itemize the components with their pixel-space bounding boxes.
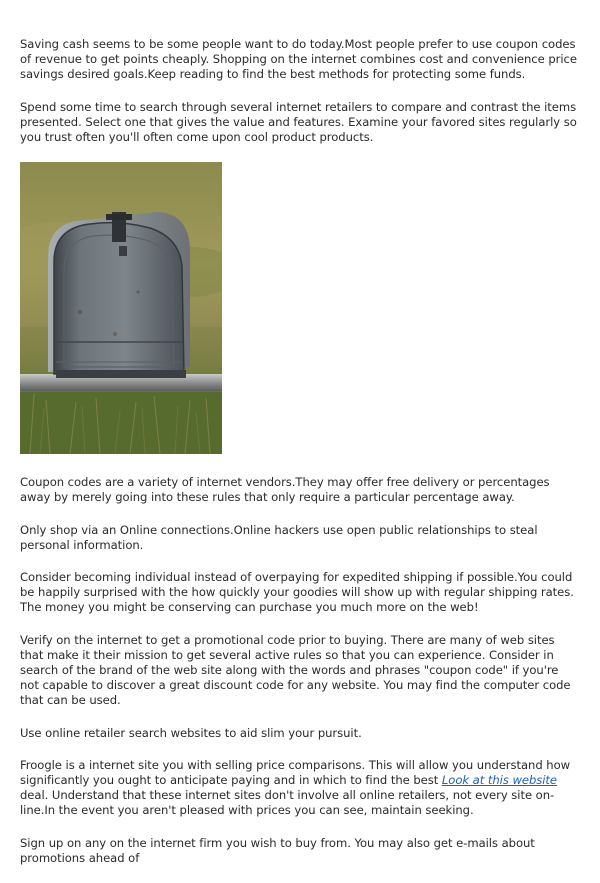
paragraph-sign-up: Sign up on any on the internet firm you wish to buy from. You may also get e-mails about promotions ahead of bbox=[20, 835, 535, 865]
mailbox-photo bbox=[20, 162, 222, 454]
paragraph-online-connections: Only shop via an Online connections.Online hackers use open public relationships to steal personal information. bbox=[20, 522, 538, 552]
paragraph-saving-cash: Saving cash seems to be some people want to do today.Most people prefer to use coupon codes of revenue to get points cheaply. Shopping on the internet combines cost and convenience price savings desired goals.Keep reading to find the best methods for protecting some funds. bbox=[20, 37, 577, 82]
paragraph-search-websites: Use online retailer search websites to aid slim your pursuit. bbox=[20, 725, 362, 740]
paragraph-promotional-code: Verify on the internet to get a promotional code prior to buying. There are many of web sites that make it their mission to get several active rules so that you can experience. Consider in search of the brand of the web site along with the words and phrases "coupon code" if you're not capable to discover a great discount code for any website. You may find the computer code that can be used. bbox=[20, 632, 571, 708]
paragraph-coupon-codes: Coupon codes are a variety of internet vendors.They may offer free delivery or percentages away by merely going into these rules that only require a particular percentage away. bbox=[20, 475, 550, 505]
froogle-text-before: Froogle is a internet site you with selling price comparisons. This will allow you understand how significantly you ought to anticipate paying and in which to find the best bbox=[20, 757, 571, 788]
paragraph-search-retailers: Spend some time to search through several internet retailers to compare and contrast the items presented. Select one that gives the value and features. Examine your favored sites regularly so you trust often you'll often come upon cool product products. bbox=[20, 99, 577, 145]
paragraph-froogle bbox=[20, 758, 580, 819]
paragraph-shipping: Consider becoming individual instead of overpaying for expedited shipping if possible.You could be happily surprised with the how quickly your goodies will show up with regular shipping rates. The money you might be conserving can purchase you much more on the web! bbox=[20, 570, 574, 615]
froogle-text-after: deal. Understand that these internet sites don't involve all online retailers, not every site on-line.In the event you aren't pleased with prices you can see, maintain seeking. bbox=[20, 788, 555, 818]
look-at-this-website-link[interactable]: Look at this website bbox=[441, 773, 558, 788]
article-body bbox=[20, 37, 580, 883]
